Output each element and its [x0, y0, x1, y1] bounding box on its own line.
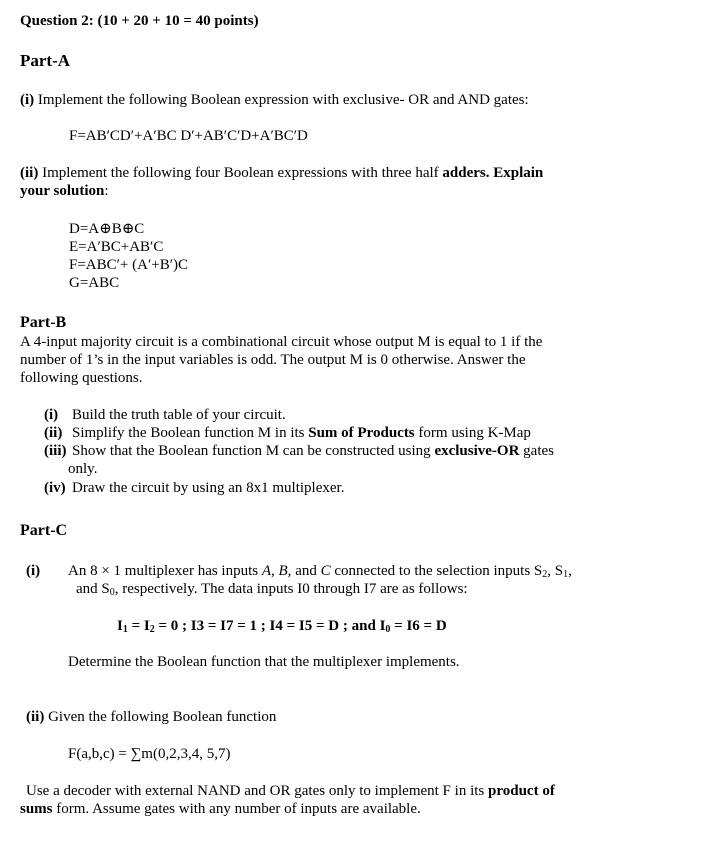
part-a-ii-text: Implement the following four Boolean expressions with three half: [42, 165, 443, 181]
part-c-ii-use-d: form. Assume gates with any number of inputs are available.: [52, 801, 421, 817]
mux-i-label: I: [117, 618, 123, 634]
mux-inputs-line: [117, 617, 447, 637]
part-c-ii-use-c: sums: [20, 801, 53, 817]
mux-eq-i: = I: [127, 618, 150, 634]
part-c-ii-use-line2: [20, 800, 421, 818]
part-b-q3-text-end: gates: [519, 443, 554, 459]
part-c-heading: Part-C: [20, 522, 68, 539]
mux-i0-sub: 0: [385, 624, 391, 635]
part-a-ii-bold: adders. Explain: [442, 165, 544, 181]
part-b-q4: [44, 479, 344, 497]
part-a-i: [20, 91, 529, 109]
mux-i1-sub: 1: [122, 624, 128, 635]
part-c-ii-func: F(a,b,c) = ∑m(0,2,3,4, 5,7): [68, 746, 231, 762]
mux-i2-sub: 2: [149, 624, 155, 635]
part-a-i-text: Implement the following Boolean expression with exclusive- OR and AND gates:: [37, 92, 529, 108]
part-c-i-text-1c: and: [291, 563, 321, 579]
part-b-intro-3: following questions.: [20, 370, 143, 386]
expr-g: G=ABC: [69, 275, 120, 291]
part-c-i-text-2a: and S: [76, 581, 110, 597]
part-b-heading: Part-B: [20, 314, 67, 331]
part-a-ii-line2: [20, 182, 109, 200]
part-c-i-determine: Determine the Boolean function that the multiplexer implements.: [68, 654, 460, 670]
part-b-q1-num: (i): [44, 407, 59, 423]
part-b-q2-text: Simplify the Boolean function M in its: [72, 425, 309, 441]
part-c-ii-use-line1: [26, 782, 555, 800]
part-b-intro-1: A 4-input majority circuit is a combinational circuit whose output M is equal to 1 if the: [20, 334, 543, 350]
part-c-i-text-1b: A, B,: [261, 563, 292, 579]
part-c-i-text-1e: connected to the selection inputs S: [330, 563, 543, 579]
part-b-q2: [44, 424, 531, 442]
part-c-i-line2: [76, 580, 468, 600]
sub-1: 1: [563, 569, 569, 580]
part-c-ii-label: (ii) Given the following Boolean function: [26, 709, 277, 725]
part-b-q3-text: Show that the Boolean function M can be constructed using: [72, 443, 435, 459]
part-b-q2-text-end: form using K-Map: [414, 425, 531, 441]
part-a-ii-num: (ii): [20, 165, 39, 181]
mux-end: = I6 = D: [390, 618, 447, 634]
part-b-q3: [44, 442, 554, 460]
part-a-ii-line1: [20, 164, 543, 182]
part-b-q2-bold: Sum of Products: [308, 425, 415, 441]
part-c-ii-use-a: Use a decoder with external NAND and OR gates only to implement F in its: [26, 783, 488, 799]
mux-middle: = 0 ; I3 = I7 = 1 ; I4 = I5 = D ; and I: [154, 618, 386, 634]
part-b-q1-text: Build the truth table of your circuit.: [72, 407, 286, 423]
part-a-ii-colon: :: [104, 183, 109, 199]
part-a-i-expr: F=AB′CD′+A′BC D′+AB′C′D+A′BC′D: [69, 128, 308, 144]
part-b-q3-only: only.: [68, 461, 98, 477]
expr-f: F=ABC′+ (A′+B′)C: [69, 257, 188, 273]
part-b-q4-text: Draw the circuit by using an 8x1 multiplexer.: [72, 480, 345, 496]
part-a-ii-bold2: your solution: [20, 183, 105, 199]
part-c-i-text-1d: C: [320, 563, 331, 579]
part-c-i-line1: An 8 × 1 multiplexer has inputs A, B, and C connected to the selection inputs S2, S1,: [68, 563, 572, 580]
part-a-heading: Part-A: [20, 51, 71, 70]
part-c-ii-use-b: product of: [488, 783, 555, 799]
sub-2: 2: [542, 569, 548, 580]
part-c-i-text-1a: An 8 × 1 multiplexer has inputs: [68, 563, 262, 579]
part-a-i-num: (i): [20, 92, 35, 108]
expr-d: D=A⊕B⊕C: [69, 221, 145, 237]
part-c-i-text-2b: , respectively. The data inputs I0 through I7 are as follows:: [114, 581, 468, 597]
expr-e: E=A′BC+AB′C: [69, 239, 164, 255]
part-c-i-text-1f: , S: [547, 563, 564, 579]
part-c-i-num: (i): [26, 563, 41, 579]
sub-0: 0: [109, 587, 115, 598]
part-b-q1: [44, 406, 286, 424]
part-b-q3-num: (iii): [44, 443, 67, 459]
question-title: Question 2: (10 + 20 + 10 = 40 points): [20, 13, 259, 29]
part-b-intro-2: number of 1’s in the input variables is odd. The output M is 0 otherwise. Answer the: [20, 352, 526, 368]
part-b-q4-num: (iv): [44, 480, 66, 496]
part-b-q2-num: (ii): [44, 425, 63, 441]
part-b-q3-bold: exclusive-OR: [434, 443, 520, 459]
